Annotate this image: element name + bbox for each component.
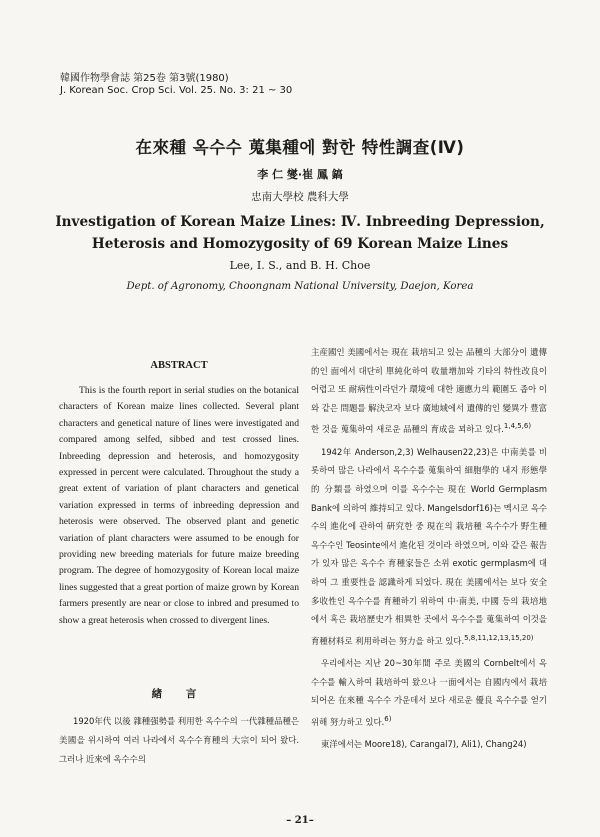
paragraph-1 bbox=[311, 343, 547, 439]
introduction-text-right bbox=[311, 343, 547, 758]
paragraph-3-refs: 6) bbox=[384, 714, 392, 723]
abstract-section bbox=[59, 360, 299, 629]
authors-english: Lee, I. S., and B. H. Choe bbox=[229, 259, 371, 272]
authors-korean: 李 仁 燮·崔 鳳 鎬 bbox=[257, 168, 343, 181]
paragraph-3-text: 우리에서는 지난 20~30年間 주로 美國의 Cornbelt에서 옥수수를 輸入하여 栽培하여 왔으나 一面에서는 自國内에서 栽培되어온 在來種 옥수수 가운데서 보다 새로운 優良 옥수수를 얻기 위해 努力하고 있다. bbox=[311, 658, 547, 727]
title-english-line1: Investigation of Korean Maize Lines: Ⅳ. Inbreeding Depression, bbox=[55, 214, 545, 230]
introduction-heading: 緖 言 bbox=[151, 688, 207, 700]
journal-header-en: J. Korean Soc. Crop Sci. Vol. 25. No. 3: 21 ~ 30 bbox=[60, 85, 293, 96]
abstract-heading: ABSTRACT bbox=[150, 360, 208, 371]
affiliation-english: Dept. of Agronomy, Choongnam National University, Daejon, Korea bbox=[126, 281, 474, 292]
paragraph-1-text: 主産國인 美國에서는 現在 栽培되고 있는 品種의 大部分이 遺傳的인 面에서 대단히 單純化하여 收量增加와 기타의 特性改良이 어렵고 또 耐病性이라던가 環境에 대한 適應力의 範圍도 좁아 이와 같은 問題를 解決코자 보다 廣地域에서 遺傳的인 變異가 豊富한 것을 蒐集하여 새로운 品種의 育成을 꾀하고 있다. bbox=[311, 347, 547, 435]
journal-header bbox=[60, 73, 292, 97]
paragraph-1-refs: 1,4,5,6) bbox=[503, 422, 532, 431]
paragraph-4: 東洋에서는 Moore18), Carangal7), Ali1), Chang24) bbox=[321, 739, 527, 750]
introduction-text-left: 1920年代 以後 雜種强勢를 利用한 옥수수의 一代雜種品種은 美國을 위시하여 여러 나라에서 옥수수育種의 大宗이 되어 왔다. 그러나 近來에 옥수수의 bbox=[59, 716, 299, 764]
title-english bbox=[0, 211, 600, 255]
journal-header-kr: 韓國作物學會誌 第25卷 第3號(1980) bbox=[60, 73, 229, 84]
abstract-text: This is the fourth report in serial studies on the botanical characters of Korean maize lines collected. Several plant characters and genetical nature of lines were investigated and compared among selfed, sibbed and test crossed lines. Inbreeding depression and heterosis, and homozygosity expressed in percent were calculated. Throughout the study a great extent of variation of plant characters and genetical variation expressed in terms of inbreeding depression and heterosis were observed. The observed plant and genetic variation of plant characters were assumed to be enough for providing new breeding materials for future maize breeding program. The degree of homozygosity of Korean local maize lines suggested that a great portion of maize grown by Korean farmers presently are near or close to inbred and presumed to show a great heterosis when crossed to divergent lines. bbox=[59, 385, 299, 626]
paragraph-2-text: 1942年 Anderson,2,3) Welhausen22,23)은 中南美를 비롯하여 많은 나라에서 옥수수를 蒐集하여 細胞學的 내지 形態學的 分類를 하였으며 이를 옥수수는 現在 World Germplasm Bank에 의하여 維持되고 있다. Mangelsdorf16)는 멕시코 옥수수의 進化에 관하여 硏究한 중 現在의 栽培種 옥수수가 野生種 옥수수인 Teosinte에서 進化된 것이라 하였으며, 이와 같은 報告가 있자 많은 옥수수 育種家들은 소위 exotic germplasm에 대하여 그 重要性을 認識하게 되었다. 現在 美國에서는 보다 安全多收性인 옥수수를 育種하기 위하여 中·南美, 中國 등의 栽培地에서 혹은 栽培歷史가 相異한 곳에서 옥수수를 蒐集하여 이것을 育種材料로 利用하려는 努力을 하고 있다. bbox=[311, 446, 547, 646]
title-english-line2: Heterosis and Homozygosity of 69 Korean Maize Lines bbox=[91, 236, 509, 252]
affiliation-korean: 忠南大學校 農科大學 bbox=[251, 191, 349, 203]
title-korean: 在來種 옥수수 蒐集種에 對한 特性調査(Ⅳ) bbox=[135, 138, 465, 157]
paragraph-3 bbox=[311, 654, 547, 731]
paragraph-2 bbox=[311, 443, 547, 650]
paragraph-2-refs: 5,8,11,12,13,15,20) bbox=[464, 633, 534, 642]
page-number: – 21– bbox=[286, 815, 314, 826]
